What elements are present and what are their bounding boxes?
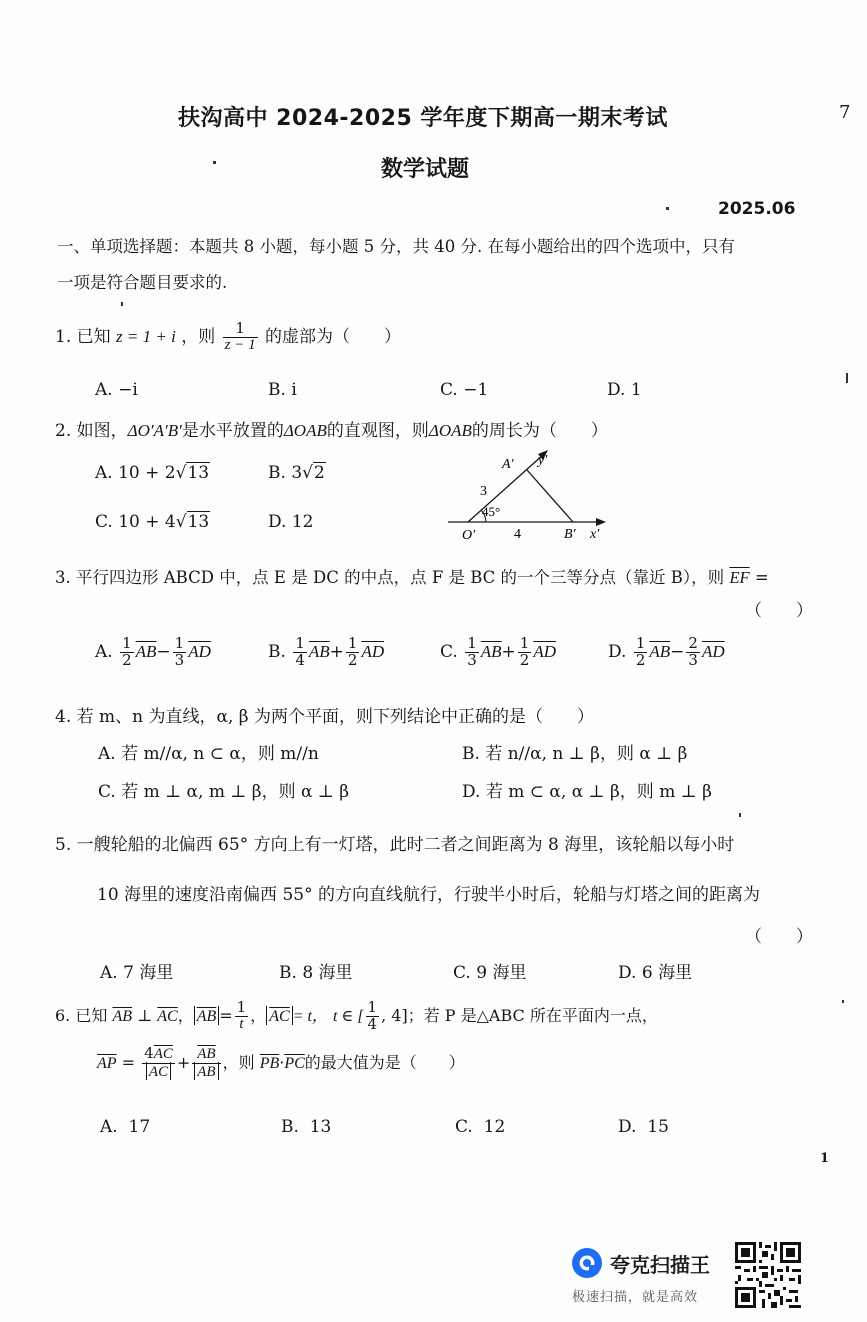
triangle-label: ΔOAB bbox=[283, 421, 327, 440]
question-1 bbox=[55, 321, 401, 354]
question-text: 的周长为（ ） bbox=[471, 421, 608, 441]
label-a: A′ bbox=[502, 457, 514, 472]
question-text: ，则 bbox=[181, 326, 216, 347]
q6-option-b[interactable]: B. 13 bbox=[281, 1117, 332, 1137]
scan-speck bbox=[846, 373, 848, 383]
q5-option-c[interactable]: C. 9 海里 bbox=[453, 963, 527, 983]
question-number: 6. bbox=[55, 1005, 71, 1025]
question-5-line2: 10 海里的速度沿南偏西 55° 的方向直线航行，行驶半小时后，轮船与灯塔之间的距离为 bbox=[97, 885, 760, 905]
question-text: 的直观图，则 bbox=[326, 421, 429, 441]
side-ab bbox=[527, 470, 573, 522]
qr-code-icon bbox=[735, 1242, 801, 1308]
q6-option-a[interactable]: A. 17 bbox=[100, 1117, 151, 1137]
equation: z = 1 + i bbox=[116, 326, 176, 346]
question-number: 3. bbox=[55, 568, 71, 587]
question-4 bbox=[55, 702, 594, 727]
q5-option-d[interactable]: D. 6 海里 bbox=[618, 963, 693, 983]
label-y: y′ bbox=[538, 453, 548, 468]
question-text: 已知 bbox=[76, 326, 111, 347]
q6-option-d[interactable]: D. 15 bbox=[618, 1117, 669, 1137]
q3-option-c[interactable]: C. $\frac{1}{3}$ $\overline{AB}+$ $\frac{1}{2}$ $\overline{AD}$ bbox=[440, 634, 557, 669]
scanner-watermark bbox=[570, 1239, 806, 1311]
exam-date: 2025.06 bbox=[718, 199, 796, 219]
question-number: 4. bbox=[55, 707, 72, 727]
quark-logo-icon bbox=[570, 1246, 604, 1280]
question-6-line2: $\overline{AP}$ = $\frac{4\overline{AC}}{AC}$ + $\frac{\overline{AB}}{AB}$ ，则 $\overline{PB}\cdot\overline{PC}$的最大值为是（ ） bbox=[97, 1044, 465, 1080]
q3-option-b[interactable]: B. $\frac{1}{4}$ $\overline{AB}+$ $\frac{1}{2}$ $\overline{AD}$ bbox=[268, 634, 385, 669]
label-o: O′ bbox=[462, 528, 476, 543]
watermark-slogan: 极速扫描，就是高效 bbox=[572, 1290, 699, 1305]
q2-option-d[interactable]: D. 12 bbox=[268, 512, 314, 532]
question-text: 若 m、n 为直线，α, β 为两个平面，则下列结论中正确的是（ ） bbox=[76, 707, 595, 727]
vector-ef: $\overline{EF}$ bbox=[729, 568, 750, 587]
q6-option-c[interactable]: C. 12 bbox=[455, 1117, 506, 1137]
q2-option-c[interactable]: C. 10 + 4√13 bbox=[95, 512, 210, 532]
label-3: 3 bbox=[480, 484, 487, 499]
q1-option-d[interactable]: D. 1 bbox=[607, 380, 642, 400]
q2-option-a[interactable]: A. 10 + 2√13 bbox=[95, 463, 210, 483]
q2-option-b[interactable]: B. 3√2 bbox=[268, 463, 325, 483]
question-text: 的虚部为（ ） bbox=[265, 326, 402, 347]
question-5 bbox=[55, 830, 734, 855]
oblique-diagram bbox=[440, 440, 620, 545]
q1-option-a[interactable]: A. −i bbox=[95, 380, 138, 400]
q5-option-b[interactable]: B. 8 海里 bbox=[279, 963, 353, 983]
triangle-label: ΔOAB bbox=[428, 421, 472, 440]
question-text: 是水平放置的 bbox=[181, 421, 284, 441]
page-number: 1 bbox=[820, 1151, 830, 1166]
question-number: 5. bbox=[55, 835, 72, 855]
section-instructions-line2: 一项是符合题目要求的. bbox=[57, 273, 228, 292]
question-2 bbox=[55, 416, 608, 441]
exam-subtitle: 数学试题 bbox=[381, 157, 470, 182]
triangle-image-label: ΔO′A′B′ bbox=[127, 421, 182, 440]
question-number: 2. bbox=[55, 421, 72, 441]
scan-speck bbox=[739, 813, 741, 817]
question-text: 平行四边形 ABCD 中，点 E 是 DC 的中点，点 F 是 BC 的一个三等分点（靠近 B），则 bbox=[76, 568, 725, 587]
section-instructions-line1: 一、单项选择题：本题共 8 小题，每小题 5 分，共 40 分. 在每小题给出的四个选项中，只有 bbox=[57, 237, 735, 256]
label-45: 45° bbox=[482, 504, 501, 519]
fraction: $\frac{1}{z - 1}$ bbox=[224, 319, 256, 353]
question-number: 1. bbox=[55, 326, 72, 347]
q1-option-b[interactable]: B. i bbox=[268, 380, 297, 400]
scan-speck bbox=[666, 207, 669, 210]
scan-speck bbox=[213, 161, 216, 164]
answer-paren: （ ） bbox=[745, 601, 813, 621]
question-text: 如图， bbox=[76, 421, 128, 441]
q3-option-d[interactable]: D. $\frac{1}{2}$ $\overline{AB}-$ $\frac{2}{3}$ $\overline{AD}$ bbox=[608, 634, 725, 669]
question-text: 一艘轮船的北偏西 65° 方向上有一灯塔，此时二者之间距离为 8 海里，该轮船以每小时 bbox=[76, 835, 735, 855]
question-3: 3. 平行四边形 ABCD 中，点 E 是 DC 的中点，点 F 是 BC 的一个三等分点（靠近 B），则 $\overline{EF}$ = bbox=[55, 568, 769, 587]
corner-mark: 7 bbox=[839, 102, 851, 123]
watermark-brand: 夸克扫描王 bbox=[610, 1253, 710, 1277]
label-x: x′ bbox=[590, 527, 600, 542]
scan-speck bbox=[121, 302, 123, 306]
q1-option-c[interactable]: C. −1 bbox=[440, 380, 489, 400]
answer-paren: （ ） bbox=[745, 927, 813, 947]
label-4: 4 bbox=[514, 527, 521, 542]
q4-option-d[interactable]: D. 若 m ⊂ α, α ⊥ β，则 m ⊥ β bbox=[462, 782, 712, 802]
q4-option-b[interactable]: B. 若 n//α, n ⊥ β，则 α ⊥ β bbox=[462, 744, 688, 764]
scan-speck bbox=[842, 1000, 844, 1003]
q4-option-c[interactable]: C. 若 m ⊥ α, m ⊥ β，则 α ⊥ β bbox=[98, 782, 350, 802]
x-axis-arrow bbox=[596, 518, 606, 526]
q3-option-a[interactable]: A. $\frac{1}{2}$ $\overline{AB}-$ $\frac{1}{3}$ $\overline{AD}$ bbox=[95, 634, 211, 669]
question-6: 6. 已知 $\overline{AB}$ ⊥ $\overline{AC}$， $\overline{AB}$ = $\frac{1}{t}$ ， $\overline{AC} = t$， t ∈ [ $\frac{1}{4}$ , 4]；若 P 是△ABC 所在平面内一点， bbox=[55, 998, 658, 1033]
q5-option-a[interactable]: A. 7 海里 bbox=[100, 963, 174, 983]
label-b: B′ bbox=[564, 527, 576, 542]
exam-title: 扶沟高中 2024-2025 学年度下期高一期末考试 bbox=[178, 106, 668, 131]
q4-option-a[interactable]: A. 若 m//α, n ⊂ α，则 m//n bbox=[98, 744, 319, 764]
